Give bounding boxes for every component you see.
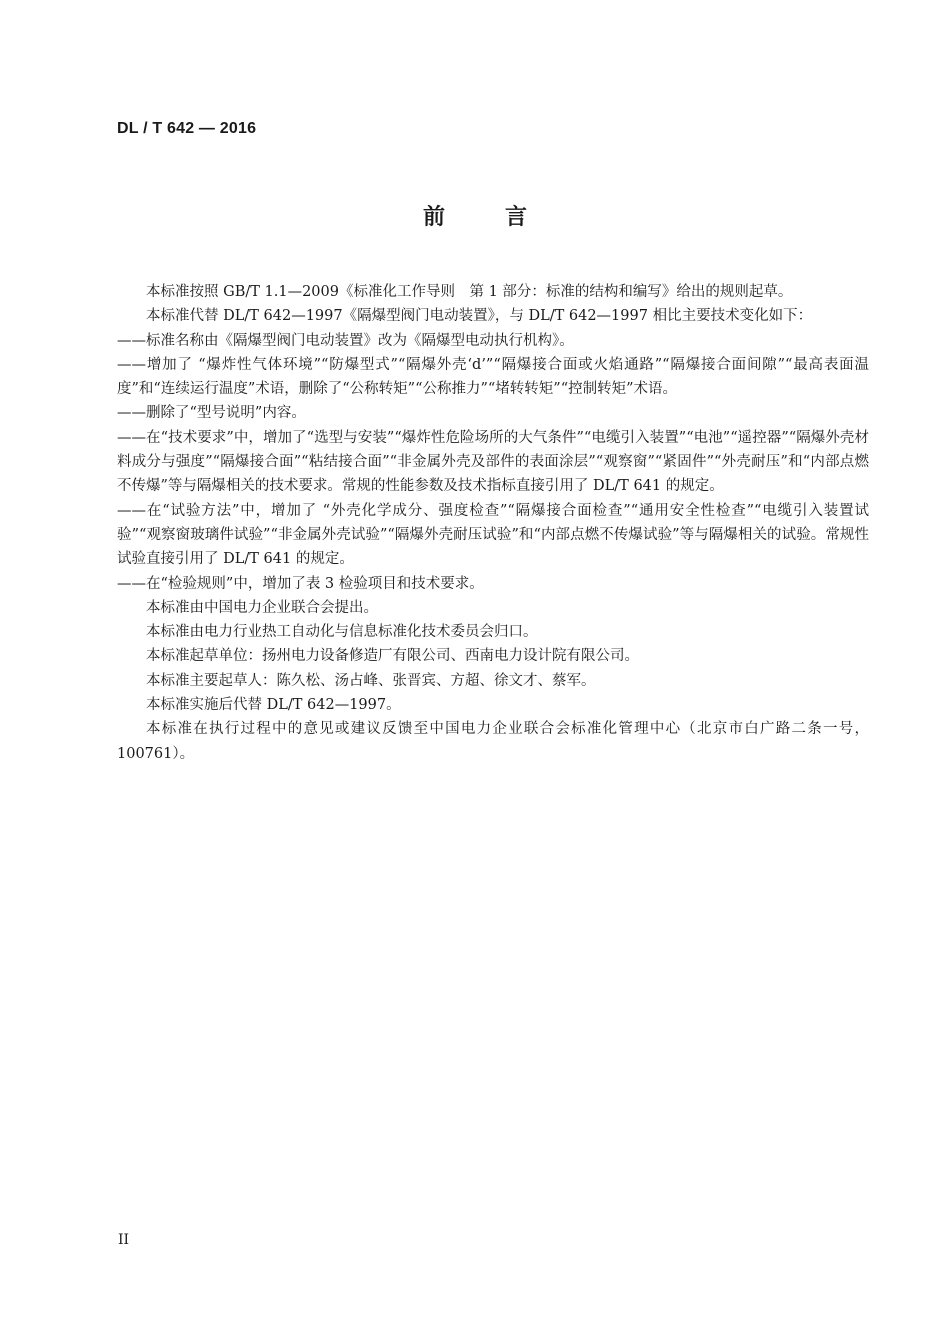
paragraph-centralized-by: 本标准由电力行业热工自动化与信息标准化技术委员会归口。 [146,624,538,641]
change-item-terms: ——增加了 “爆炸性气体环境”“防爆型式”“隔爆外壳‘d’”“隔爆接合面或火焰通路”“隔爆接合面间隙”“最高表面温度”和“连续运行温度”术语，删除了“公称转矩”“公称推力”“堵转转矩”“控制转矩”术语。 [117,356,869,398]
paragraph-proposed-by: 本标准由中国电力企业联合会提出。 [146,599,378,616]
change-item-technical-requirements: ——在“技术要求”中，增加了“选型与安装”“爆炸性危险场所的大气条件”“电缆引入装置”“电池”“遥控器”“隔爆外壳材料成分与强度”“隔爆接合面”“粘结接合面”“非金属外壳及部件的表面涂层”“观察窗”“紧固件”“外壳耐压”和“内部点燃不传爆”等与隔爆相关的技术要求。常规的性能参数及技术指标直接引用了 DL/T 641 的规定。 [117,429,869,495]
document-code: DL / T 642 — 2016 [117,120,257,137]
change-item-model: ——删除了“型号说明”内容。 [117,405,306,422]
change-item-inspection-rules: ——在“检验规则”中，增加了表 3 检验项目和技术要求。 [117,575,484,592]
change-item-test-methods: ——在“试验方法”中，增加了 “外壳化学成分、强度检查”“隔爆接合面检查”“通用安全性检查”“电缆引入装置试验”“观察窗玻璃件试验”“非金属外壳试验”“隔爆外壳耐压试验”和“内部点燃不传爆试验”等与隔爆相关的试验。常规性试验直接引用了 DL/T 641 的规定。 [117,502,869,568]
paragraph-drafting-rules: 本标准按照 GB/T 1.1—2009《标准化工作导则 第 1 部分：标准的结构和编写》给出的规则起草。 [146,284,793,300]
foreword-body [117,280,869,766]
page-title: 前言 [422,205,587,230]
paragraph-replacement: 本标准代替 DL/T 642—1997《隔爆型阀门电动装置》，与 DL/T 642—1997 相比主要技术变化如下： [146,308,813,325]
paragraph-drafting-units: 本标准起草单位：扬州电力设备修造厂有限公司、西南电力设计院有限公司。 [146,648,639,665]
paragraph-feedback: 本标准在执行过程中的意见或建议反馈至中国电力企业联合会标准化管理中心（北京市白广路二条一号，100761）。 [117,721,869,762]
paragraph-supersedes: 本标准实施后代替 DL/T 642—1997。 [146,697,401,714]
change-item-title: ——标准名称由《隔爆型阀门电动装置》改为《隔爆型电动执行机构》。 [117,332,574,349]
paragraph-drafters: 本标准主要起草人：陈久松、汤占峰、张晋宾、方超、徐文才、蔡军。 [146,672,596,689]
page-number: II [118,1232,130,1248]
